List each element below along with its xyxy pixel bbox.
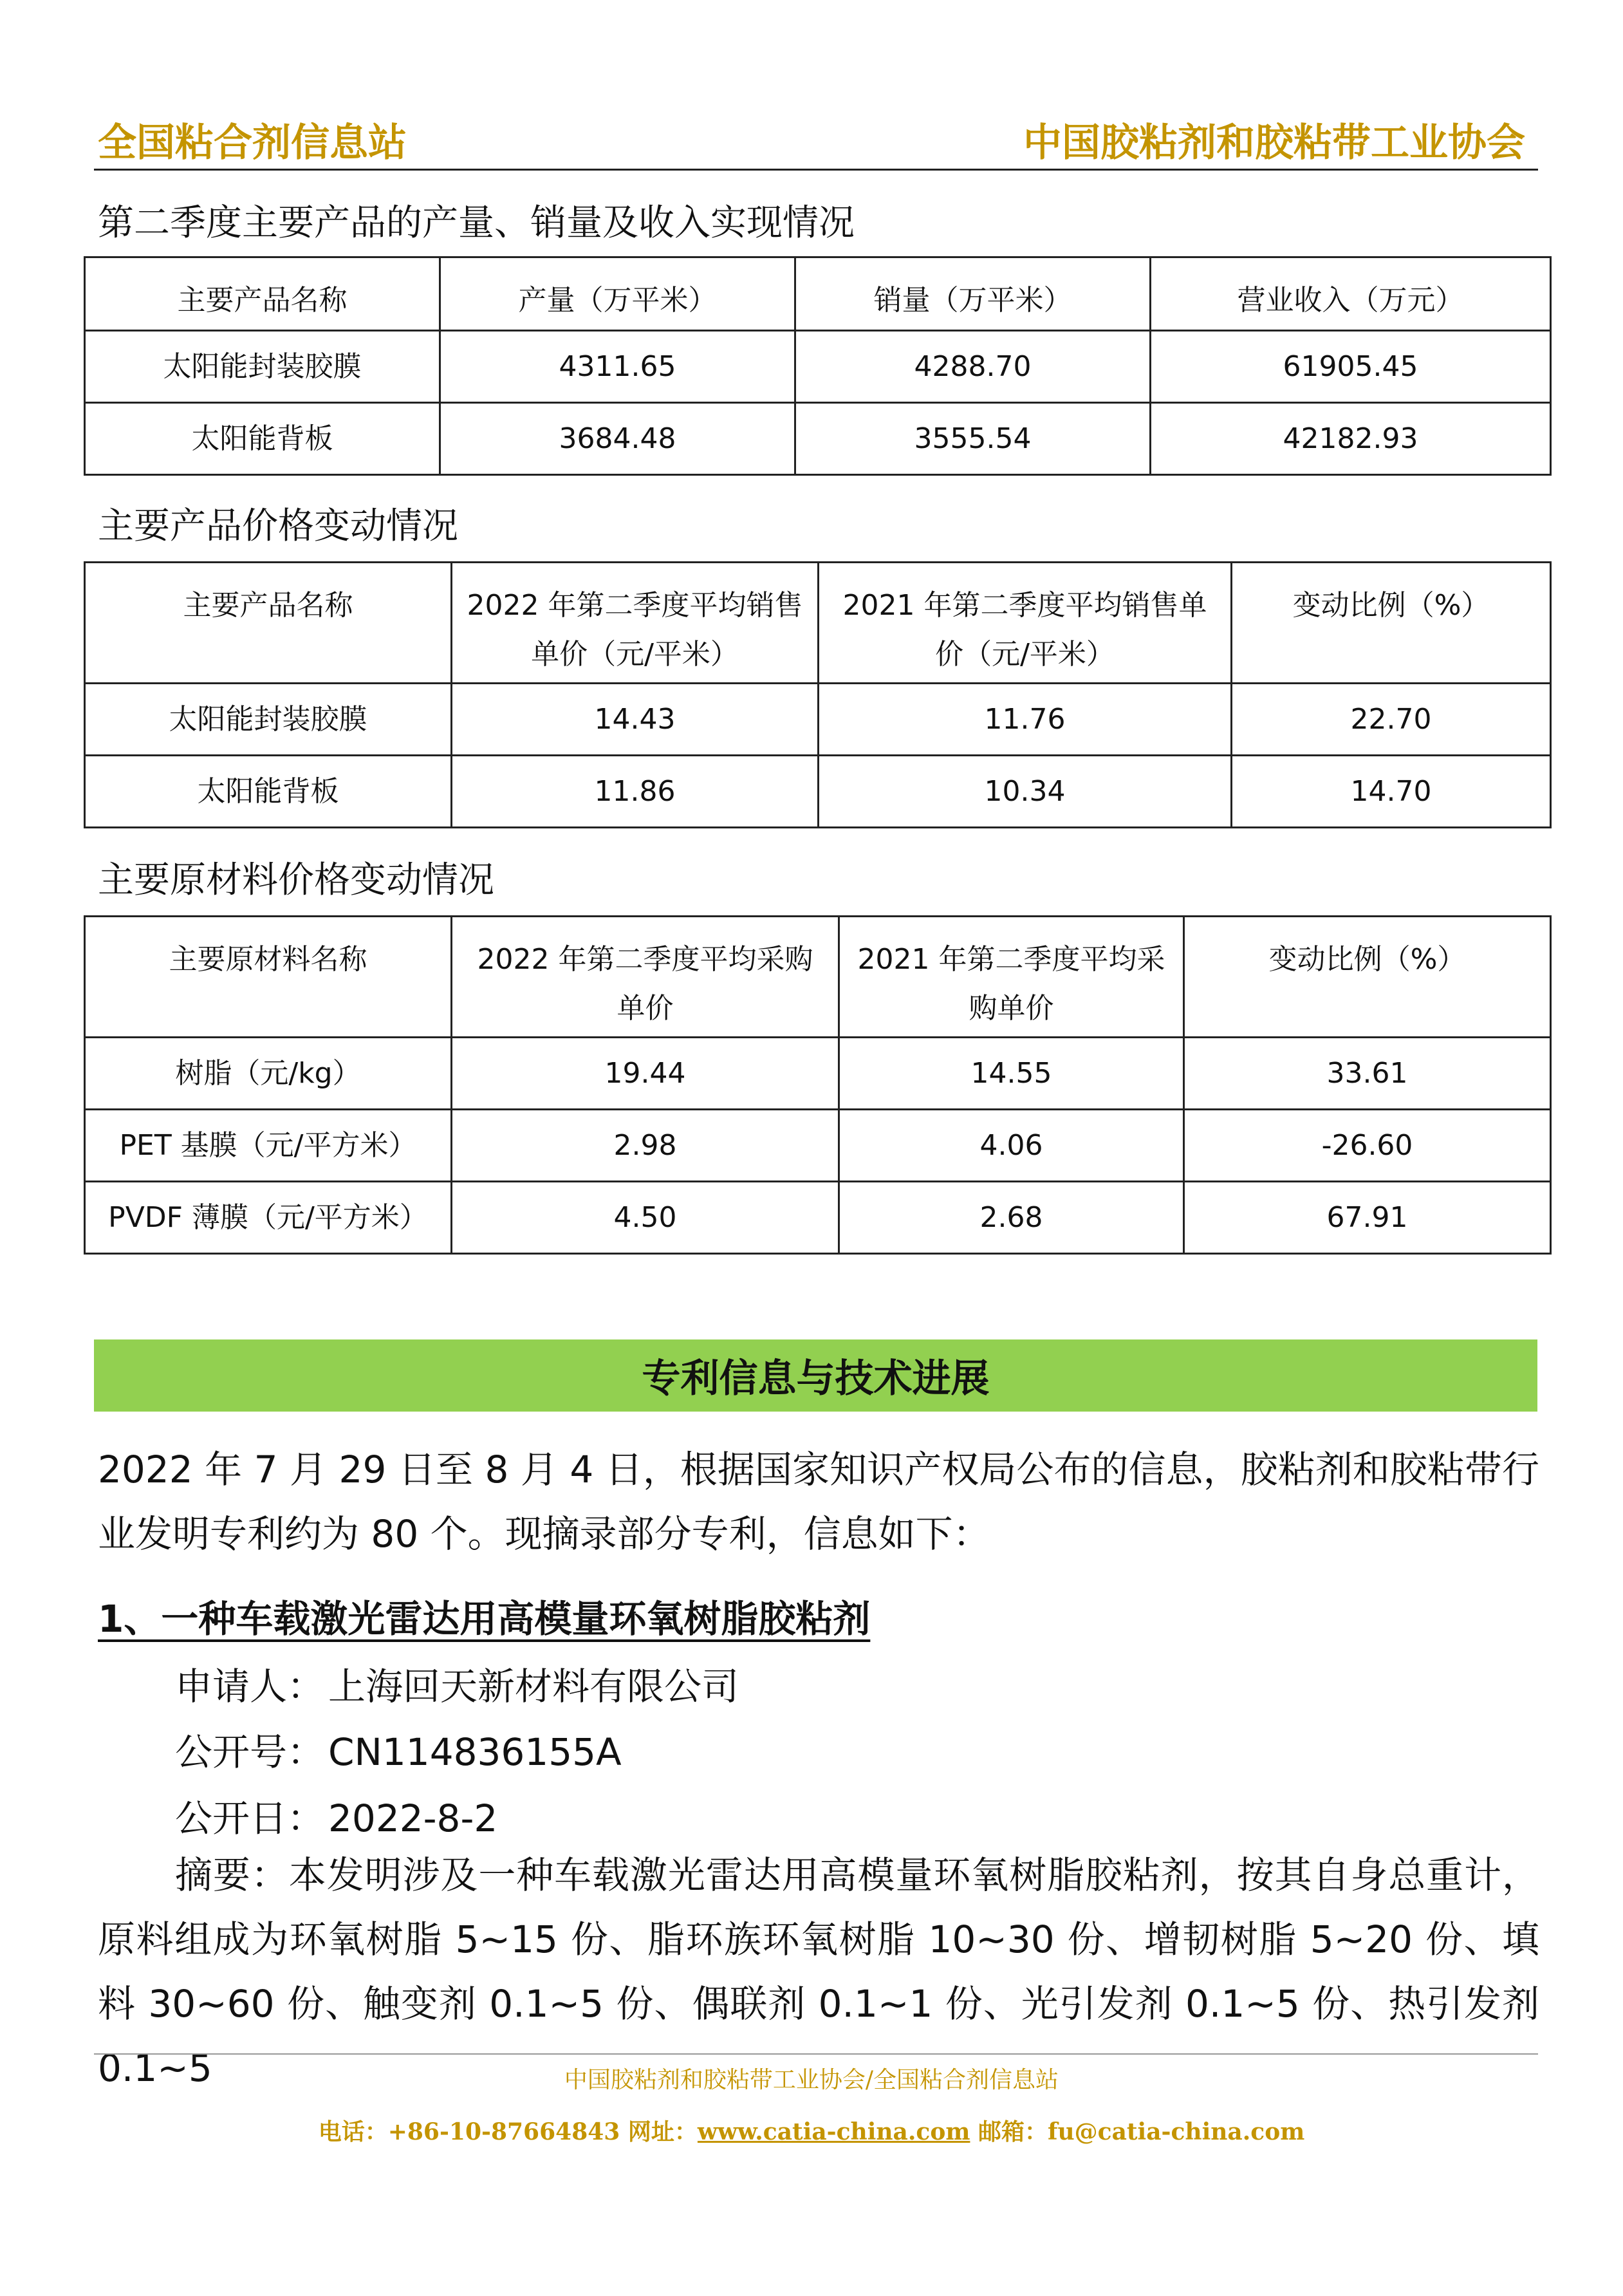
- column-header: 2021 年第二季度平均销售单价（元/平米）: [819, 563, 1232, 684]
- table-cell: 14.55: [839, 1038, 1184, 1110]
- column-header: 2021 年第二季度平均采购单价: [839, 917, 1184, 1038]
- abstract-text: 本发明涉及一种车载激光雷达用高模量环氧树脂胶粘剂，按其自身总重计，原料组成为环氧树脂 5~15 份、脂环族环氧树脂 10~30 份、增韧树脂 5~20 份、填料 30~60 份、触变剂 0.1~5 份、偶联剂 0.1~1 份、光引发剂 0.1~5 份、热引发剂 0.1~5: [98, 1853, 1539, 2090]
- column-header: 变动比例（%）: [1184, 917, 1551, 1038]
- pubno-label: 公开号：: [175, 1730, 325, 1774]
- table-cell: 19.44: [452, 1038, 839, 1110]
- pubdate-field: [175, 1793, 497, 1844]
- table-header-row: [85, 257, 1551, 331]
- table-cell: 3684.48: [440, 403, 795, 475]
- phone-value: +86-10-87664843: [387, 2118, 620, 2145]
- header-right-title: 中国胶粘剂和胶粘带工业协会: [1023, 120, 1525, 165]
- table-cell: 太阳能封装胶膜: [85, 331, 440, 403]
- abstract-paragraph: [98, 1843, 1539, 2100]
- column-header: 主要产品名称: [85, 563, 452, 684]
- header-divider: [94, 169, 1538, 171]
- table-cell: PVDF 薄膜（元/平方米）: [85, 1182, 452, 1254]
- footer-divider: [94, 2053, 1538, 2055]
- applicant-label: 申请人：: [175, 1665, 325, 1708]
- table-cell: 太阳能背板: [85, 403, 440, 475]
- product-price-table: [84, 561, 1552, 828]
- production-sales-table: [84, 256, 1552, 476]
- column-header: 2022 年第二季度平均销售单价（元/平米）: [452, 563, 819, 684]
- column-header: 营业收入（万元）: [1151, 257, 1551, 331]
- table-cell: 14.43: [452, 684, 819, 756]
- section1-title: 第二季度主要产品的产量、销量及收入实现情况: [98, 202, 855, 244]
- table-cell: 11.86: [452, 756, 819, 828]
- table-cell: 67.91: [1184, 1182, 1551, 1254]
- table-cell: 2.68: [839, 1182, 1184, 1254]
- applicant-value: 上海回天新材料有限公司: [328, 1665, 739, 1708]
- table-row: [85, 756, 1551, 828]
- table-cell: 11.76: [819, 684, 1232, 756]
- table-cell: 树脂（元/kg）: [85, 1038, 452, 1110]
- column-header: 产量（万平米）: [440, 257, 795, 331]
- material-price-table: [84, 915, 1552, 1255]
- table-header-row: [85, 917, 1551, 1038]
- website-link[interactable]: www.catia-china.com: [697, 2118, 970, 2145]
- table-cell: 4288.70: [795, 331, 1151, 403]
- table-row: [85, 684, 1551, 756]
- email-link[interactable]: fu@catia-china.com: [1048, 2118, 1305, 2145]
- table-cell: 3555.54: [795, 403, 1151, 475]
- pubdate-label: 公开日：: [175, 1797, 325, 1840]
- footer-org: 中国胶粘剂和胶粘带工业协会/全国粘合剂信息站: [564, 2067, 1059, 2093]
- table-cell: 42182.93: [1151, 403, 1551, 475]
- table-cell: PET 基膜（元/平方米）: [85, 1110, 452, 1182]
- table-row: [85, 1038, 1551, 1110]
- column-header: 销量（万平米）: [795, 257, 1151, 331]
- table-row: [85, 1110, 1551, 1182]
- table-cell: 61905.45: [1151, 331, 1551, 403]
- column-header: 主要原材料名称: [85, 917, 452, 1038]
- pubno-value: CN114836155A: [328, 1730, 622, 1774]
- table-cell: 4.50: [452, 1182, 839, 1254]
- table-cell: 4311.65: [440, 331, 795, 403]
- footer-contact: [0, 2116, 1623, 2148]
- table-cell: 33.61: [1184, 1038, 1551, 1110]
- intro-paragraph: 2022 年 7 月 29 日至 8 月 4 日，根据国家知识产权局公布的信息，胶粘剂和胶粘带行业发明专利约为 80 个。现摘录部分专利，信息如下：: [98, 1448, 1539, 1556]
- column-header: 2022 年第二季度平均采购单价: [452, 917, 839, 1038]
- banner-title: 专利信息与技术进展: [642, 1356, 990, 1401]
- table-cell: 22.70: [1232, 684, 1551, 756]
- table-cell: 4.06: [839, 1110, 1184, 1182]
- section3-title: 主要原材料价格变动情况: [98, 859, 494, 901]
- abstract-label: 摘要：: [175, 1853, 289, 1897]
- web-label: 网址：: [627, 2118, 698, 2145]
- phone-label: 电话：: [318, 2118, 388, 2145]
- mail-label: 邮箱：: [978, 2118, 1048, 2145]
- section-banner: [94, 1339, 1537, 1412]
- table-cell: 10.34: [819, 756, 1232, 828]
- table-cell: 14.70: [1232, 756, 1551, 828]
- column-header: 主要产品名称: [85, 257, 440, 331]
- applicant-field: [175, 1661, 739, 1712]
- pubdate-value: 2022-8-2: [328, 1797, 498, 1840]
- table-row: [85, 331, 1551, 403]
- column-header: 变动比例（%）: [1232, 563, 1551, 684]
- header-left-title: 全国粘合剂信息站: [98, 120, 407, 165]
- section2-title: 主要产品价格变动情况: [98, 505, 458, 547]
- table-row: [85, 1182, 1551, 1254]
- table-cell: 太阳能背板: [85, 756, 452, 828]
- table-cell: 太阳能封装胶膜: [85, 684, 452, 756]
- table-header-row: [85, 563, 1551, 684]
- table-cell: 2.98: [452, 1110, 839, 1182]
- table-row: [85, 403, 1551, 475]
- patent-title: 1、一种车载激光雷达用高模量环氧树脂胶粘剂: [98, 1597, 871, 1641]
- pubno-field: [175, 1726, 622, 1778]
- table-cell: -26.60: [1184, 1110, 1551, 1182]
